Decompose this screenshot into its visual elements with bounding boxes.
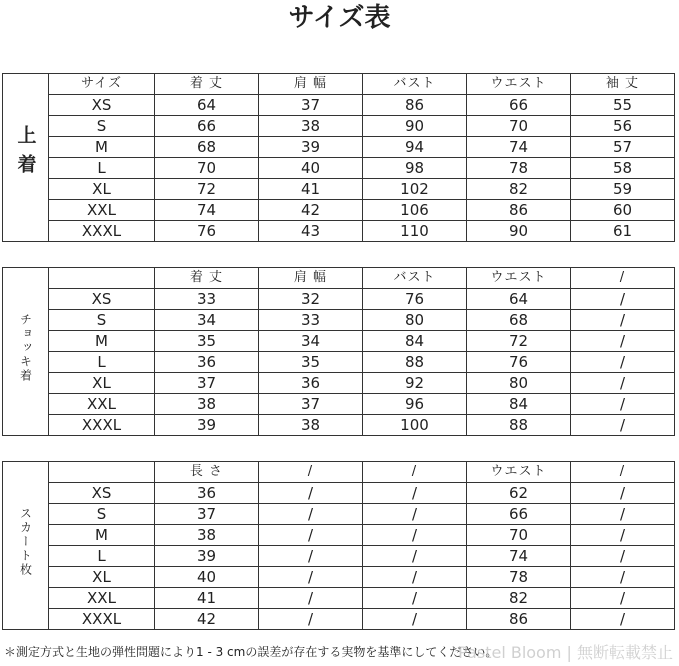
size-label: M	[49, 331, 155, 352]
column-header: 長 さ	[155, 462, 259, 483]
table-cell: /	[571, 289, 675, 310]
section-label-text: チョッキ着	[18, 313, 33, 383]
size-label: XL	[49, 373, 155, 394]
table-row	[3, 352, 675, 373]
column-header	[49, 462, 155, 483]
table-cell: 37	[155, 373, 259, 394]
size-label: XS	[49, 483, 155, 504]
size-label: XS	[49, 95, 155, 116]
size-label: XXL	[49, 588, 155, 609]
table-cell: 76	[155, 221, 259, 242]
table-row	[3, 567, 675, 588]
table-cell: /	[571, 609, 675, 630]
section-label	[3, 268, 49, 436]
table-cell: 82	[467, 588, 571, 609]
table-cell: 86	[467, 200, 571, 221]
table-cell: 110	[363, 221, 467, 242]
table-cell: /	[259, 546, 363, 567]
size-label: S	[49, 116, 155, 137]
table-cell: /	[363, 567, 467, 588]
table-cell: 41	[155, 588, 259, 609]
table-cell: /	[571, 310, 675, 331]
table-cell: 64	[155, 95, 259, 116]
table-cell: /	[363, 525, 467, 546]
table-row	[3, 504, 675, 525]
column-header: 着 丈	[155, 74, 259, 95]
table-cell: 35	[259, 352, 363, 373]
column-header: 袖 丈	[571, 74, 675, 95]
table-cell: /	[571, 373, 675, 394]
table-cell: 100	[363, 415, 467, 436]
table-cell: 68	[467, 310, 571, 331]
table-cell: 80	[363, 310, 467, 331]
table-cell: 62	[467, 483, 571, 504]
table-cell: 102	[363, 179, 467, 200]
size-label: M	[49, 137, 155, 158]
table-cell: 36	[155, 352, 259, 373]
size-label: XXXL	[49, 415, 155, 436]
table-cell: /	[259, 609, 363, 630]
table-row	[3, 525, 675, 546]
table-row	[3, 609, 675, 630]
size-label: L	[49, 546, 155, 567]
header-row	[3, 268, 675, 289]
table-cell: 90	[467, 221, 571, 242]
size-label: XXL	[49, 200, 155, 221]
table-row	[3, 179, 675, 200]
table-cell: 88	[467, 415, 571, 436]
table-cell: 58	[571, 158, 675, 179]
table-row	[3, 289, 675, 310]
size-label: XXXL	[49, 221, 155, 242]
table-cell: /	[259, 588, 363, 609]
table-cell: 37	[259, 95, 363, 116]
table-cell: /	[363, 609, 467, 630]
table-cell: /	[363, 504, 467, 525]
table-cell: 39	[259, 137, 363, 158]
size-label: L	[49, 352, 155, 373]
section-label-text: スカート枚	[18, 507, 33, 577]
watermark: Pastel Bloom | 無断転載禁止	[458, 643, 673, 662]
size-label: XXXL	[49, 609, 155, 630]
table-row	[3, 200, 675, 221]
column-header: サイズ	[49, 74, 155, 95]
size-label: XL	[49, 179, 155, 200]
table-row	[3, 415, 675, 436]
table-cell: 66	[467, 504, 571, 525]
table-cell: 42	[155, 609, 259, 630]
table-cell: 74	[467, 137, 571, 158]
table-cell: 57	[571, 137, 675, 158]
table-cell: 36	[155, 483, 259, 504]
table-cell: 84	[467, 394, 571, 415]
table-row	[3, 221, 675, 242]
table-cell: /	[571, 394, 675, 415]
column-header: /	[571, 462, 675, 483]
column-header: /	[259, 462, 363, 483]
table-cell: /	[259, 504, 363, 525]
table-row	[3, 373, 675, 394]
table-cell: /	[571, 567, 675, 588]
header-row	[3, 74, 675, 95]
measurement-note: ＊測定方式と生地の弾性問題により1 - 3 cmの誤差が存在する実物を基準にしてください。	[4, 645, 498, 659]
table-cell: 40	[155, 567, 259, 588]
table-cell: 34	[155, 310, 259, 331]
table-cell: /	[363, 483, 467, 504]
table-cell: 33	[259, 310, 363, 331]
table-cell: /	[571, 546, 675, 567]
table-cell: 36	[259, 373, 363, 394]
size-label: S	[49, 310, 155, 331]
table-cell: 55	[571, 95, 675, 116]
table-cell: 60	[571, 200, 675, 221]
table-cell: 35	[155, 331, 259, 352]
table-cell: 42	[259, 200, 363, 221]
table-cell: 66	[155, 116, 259, 137]
column-header	[49, 268, 155, 289]
table-cell: 80	[467, 373, 571, 394]
table-row	[3, 546, 675, 567]
column-header: /	[363, 462, 467, 483]
table-row	[3, 394, 675, 415]
table-row	[3, 158, 675, 179]
size-label: M	[49, 525, 155, 546]
table-row	[3, 95, 675, 116]
table-row	[3, 137, 675, 158]
table-cell: 72	[155, 179, 259, 200]
table-cell: 66	[467, 95, 571, 116]
table-cell: /	[571, 525, 675, 546]
table-cell: 70	[467, 525, 571, 546]
table-cell: 96	[363, 394, 467, 415]
table-cell: 86	[467, 609, 571, 630]
column-header: /	[571, 268, 675, 289]
table-cell: 92	[363, 373, 467, 394]
table-cell: 59	[571, 179, 675, 200]
table-cell: 41	[259, 179, 363, 200]
header-row	[3, 462, 675, 483]
table-cell: 76	[467, 352, 571, 373]
table-cell: /	[571, 483, 675, 504]
table-cell: 39	[155, 546, 259, 567]
column-header: ウエスト	[467, 268, 571, 289]
table-cell: 38	[155, 394, 259, 415]
table-cell: 88	[363, 352, 467, 373]
size-label: L	[49, 158, 155, 179]
table-cell: 106	[363, 200, 467, 221]
table-cell: 94	[363, 137, 467, 158]
page-title: サイズ表	[288, 3, 391, 33]
column-header: ウエスト	[467, 462, 571, 483]
table-cell: 74	[155, 200, 259, 221]
table-cell: /	[259, 525, 363, 546]
table-cell: 98	[363, 158, 467, 179]
table-cell: /	[571, 331, 675, 352]
table-cell: 37	[155, 504, 259, 525]
table-cell: 78	[467, 158, 571, 179]
table-row	[3, 116, 675, 137]
size-label: XS	[49, 289, 155, 310]
table-cell: 38	[155, 525, 259, 546]
table-cell: /	[571, 504, 675, 525]
table-row	[3, 331, 675, 352]
table-cell: 84	[363, 331, 467, 352]
table-cell: 78	[467, 567, 571, 588]
size-table	[2, 461, 675, 630]
section-label	[3, 462, 49, 630]
size-label: XXL	[49, 394, 155, 415]
size-label: XL	[49, 567, 155, 588]
table-cell: 82	[467, 179, 571, 200]
column-header: 肩 幅	[259, 268, 363, 289]
table-cell: 76	[363, 289, 467, 310]
table-cell: /	[571, 415, 675, 436]
table-cell: /	[363, 546, 467, 567]
table-row	[3, 310, 675, 331]
table-row	[3, 588, 675, 609]
table-cell: 32	[259, 289, 363, 310]
table-cell: 61	[571, 221, 675, 242]
column-header: バスト	[363, 74, 467, 95]
table-cell: 43	[259, 221, 363, 242]
section-label-text: 上着	[14, 125, 37, 183]
table-cell: /	[571, 352, 675, 373]
column-header: ウエスト	[467, 74, 571, 95]
table-cell: /	[363, 588, 467, 609]
table-cell: /	[259, 567, 363, 588]
table-cell: 72	[467, 331, 571, 352]
table-row	[3, 483, 675, 504]
table-cell: /	[259, 483, 363, 504]
table-cell: 70	[467, 116, 571, 137]
size-label: S	[49, 504, 155, 525]
table-cell: 33	[155, 289, 259, 310]
table-cell: 90	[363, 116, 467, 137]
table-cell: 70	[155, 158, 259, 179]
section-label	[3, 74, 49, 242]
table-cell: 68	[155, 137, 259, 158]
table-cell: /	[571, 588, 675, 609]
table-cell: 56	[571, 116, 675, 137]
column-header: 着 丈	[155, 268, 259, 289]
table-cell: 64	[467, 289, 571, 310]
table-cell: 38	[259, 116, 363, 137]
size-table	[2, 73, 675, 242]
table-cell: 39	[155, 415, 259, 436]
table-cell: 37	[259, 394, 363, 415]
table-cell: 74	[467, 546, 571, 567]
size-table	[2, 267, 675, 436]
column-header: バスト	[363, 268, 467, 289]
table-cell: 34	[259, 331, 363, 352]
column-header: 肩 幅	[259, 74, 363, 95]
table-cell: 38	[259, 415, 363, 436]
table-cell: 86	[363, 95, 467, 116]
table-cell: 40	[259, 158, 363, 179]
